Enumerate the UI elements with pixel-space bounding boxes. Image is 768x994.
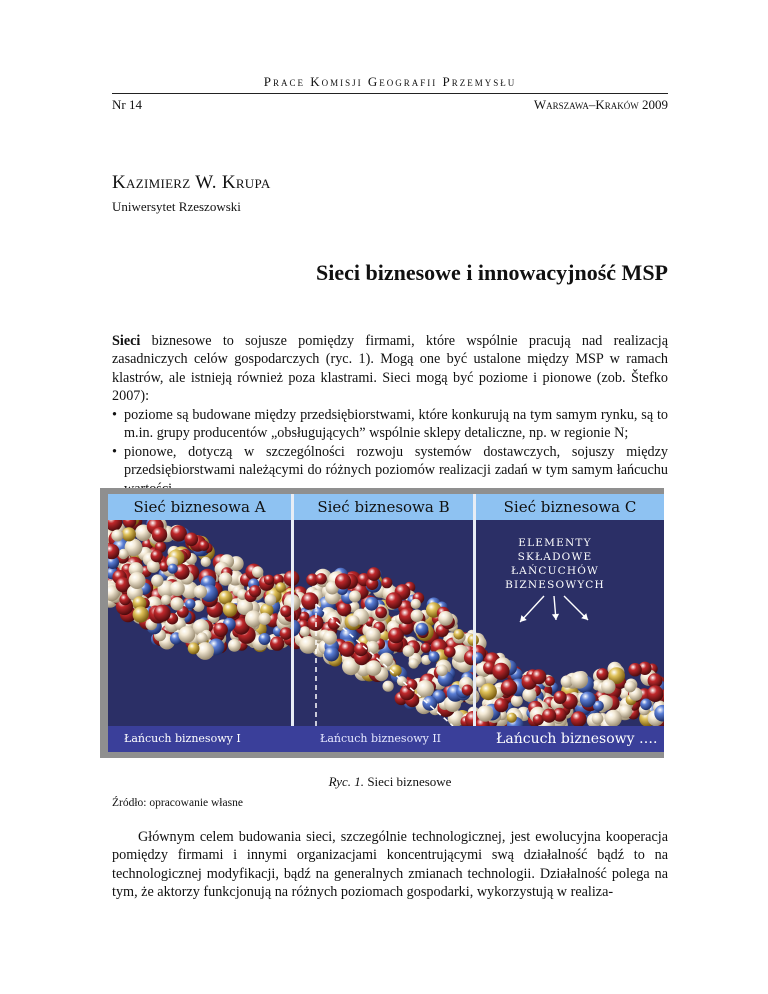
molecule-atom	[592, 713, 604, 725]
molecule-atom	[453, 629, 464, 640]
molecule-atom	[252, 566, 263, 577]
molecule-atom	[511, 695, 523, 707]
molecule-atom	[335, 573, 351, 589]
molecule-atom	[444, 646, 456, 658]
callout-arrowhead	[552, 614, 559, 620]
molecule-atom	[403, 645, 415, 657]
molecule-atom	[640, 699, 652, 711]
bullet-text: poziome są budowane między przedsiębiorstwami, które konkurują na tym samym rynku, są to m.in. grupy producentów „obsługujących” wspólnie sklepy detaliczne, np. w regionie N;	[124, 407, 668, 442]
molecule-atom	[375, 607, 387, 619]
issue-number: Nr 14	[112, 97, 142, 112]
molecule-atom	[264, 575, 274, 585]
bullet-item-vertical: • pionowe, dotyczą w szczególności rozwoju systemów dostawczych, sojuszy między przedsiębiorstwami należącymi do różnych poziomów realizacji zadań w tym samym łańcuchu	[112, 443, 668, 498]
molecule-atom	[554, 691, 567, 704]
molecule-atom	[185, 533, 199, 547]
molecule-atom	[170, 581, 185, 596]
figure-header-b: Sieć biznesowa B	[294, 494, 473, 520]
molecule-atom	[438, 611, 453, 626]
molecule-atom	[411, 609, 424, 622]
molecule-atom	[596, 668, 608, 680]
figure-header-a: Sieć biznesowa A	[108, 494, 291, 520]
figure-footer-label-2: Łańcuch biznesowy II	[320, 732, 442, 745]
figure-footer-label-1: Łańcuch biznesowy I	[124, 732, 241, 745]
callout-line: ŁAŃCUCHÓW	[510, 565, 600, 577]
molecule-atom	[171, 525, 187, 541]
molecule-atom	[340, 642, 355, 657]
article-title: Sieci biznesowe i innowacyjność MSP	[316, 260, 668, 285]
molecule-atom	[386, 592, 403, 609]
molecule-atom	[299, 636, 317, 654]
molecule-atom	[522, 688, 536, 702]
molecule-atom	[265, 594, 277, 606]
caption-label: Ryc. 1.	[328, 774, 365, 789]
molecule-atom	[507, 713, 517, 723]
molecule-illustration	[108, 494, 664, 726]
figure-callout	[496, 536, 614, 592]
molecule-atom	[197, 632, 208, 643]
figure-source: Źródło: opracowanie własne	[112, 797, 243, 809]
molecule-atom	[494, 698, 508, 712]
molecule-atom	[300, 626, 311, 637]
running-head: Prace Komisji Geografii Przemysłu	[263, 74, 517, 89]
caption-text: Sieci biznesowe	[364, 774, 452, 789]
molecule-atom	[151, 550, 163, 562]
molecule-atom	[428, 651, 439, 662]
paragraph-intro-text: biznesowe to sojusze pomiędzy firmami, które wspólnie pracują nad realizacją zasadniczych celów gospodarczych (ryc. 1). Mogą one być ustalone między MSP w ramach klastrów, ale istnieją również poza klastrami. Sieci mogą być poziome i pionowe (zob. Štefko 2007):	[112, 333, 668, 405]
figure	[100, 488, 664, 758]
molecule-atom	[477, 705, 494, 722]
molecule-atom	[118, 549, 128, 559]
molecule-atom	[422, 696, 437, 711]
lead-word: Sieci	[112, 333, 141, 349]
molecule-atom	[178, 626, 195, 643]
molecule-atom	[168, 564, 178, 574]
molecule-atom	[408, 658, 418, 668]
molecule-atom	[366, 641, 379, 654]
molecule-atom	[647, 685, 664, 702]
molecule-atom	[214, 623, 228, 637]
figure-divider-2	[473, 494, 476, 726]
molecule-atom	[531, 669, 546, 684]
molecule-atom	[388, 628, 404, 644]
molecule-atom	[492, 663, 509, 680]
molecule-atom	[337, 602, 351, 616]
callout-line: BIZNESOWYCH	[505, 579, 605, 591]
molecule-atom	[194, 585, 207, 598]
molecule-atom	[316, 573, 327, 584]
molecule-atom	[411, 599, 421, 609]
molecule-atom	[151, 574, 163, 586]
molecule-atom	[259, 633, 271, 645]
molecule-atom	[366, 660, 382, 676]
molecule-atom	[228, 639, 241, 652]
place-year: Warszawa–Kraków 2009	[533, 97, 668, 112]
molecule-atom	[199, 540, 210, 551]
author-name: Kazimierz W. Krupa	[112, 172, 271, 193]
molecule-atom	[323, 631, 337, 645]
molecule-atom	[154, 605, 171, 622]
molecule-atom	[249, 585, 261, 597]
molecule-atom	[219, 591, 233, 605]
molecule-atom	[185, 599, 195, 609]
molecule-atom	[462, 685, 473, 696]
molecule-atom	[601, 679, 615, 693]
molecule-atom	[349, 590, 361, 602]
bullet-item-horizontal: • poziome są budowane między przedsiębiorstwami, które konkurują na tym samym rynku, są to m.in. grupy producentów „obsługujących” wspólnie sklepy detaliczne, np. w regionie N;	[112, 407, 668, 442]
molecule-atom	[628, 663, 641, 676]
molecule-atom	[219, 572, 232, 585]
molecule-atom	[129, 572, 146, 589]
molecule-atom	[258, 613, 270, 625]
molecule-atom	[501, 679, 518, 696]
molecule-atom	[379, 653, 393, 667]
molecule-atom	[436, 665, 448, 677]
molecule-atom	[152, 527, 167, 542]
molecule-atom	[480, 683, 497, 700]
author-affiliation: Uniwersytet Rzeszowski	[112, 199, 241, 214]
figure-caption	[112, 774, 668, 790]
molecule-atom	[201, 557, 211, 567]
callout-line: ELEMENTY	[518, 537, 592, 549]
molecule-atom	[571, 671, 588, 688]
figure-footer	[108, 726, 664, 752]
molecule-atom	[381, 577, 392, 588]
figure-footer-label-3: Łańcuch biznesowy ….	[496, 731, 658, 747]
paragraph-main: Głównym celem budowania sieci, szczególnie technologicznej, jest ewolucyjna kooperacja pomiędzy firmami i innymi organizacjami koncentrującymi swą działalność bądź to na technologicznej modyfikacji, bądź na generalnych zmianach technologii. Działalność polega na tym, że aktorzy funkcjonują na różnych poziomach gospodarki, wykorzystują w realiza-	[112, 829, 668, 901]
molecule-atom	[416, 623, 429, 636]
molecule-atom	[580, 692, 596, 708]
molecule-atom	[276, 582, 286, 592]
molecule-atom	[545, 676, 555, 686]
paragraph-intro	[112, 332, 668, 406]
molecule-atom	[421, 643, 431, 653]
molecule-atom	[133, 606, 149, 622]
molecule-atom	[170, 597, 183, 610]
molecule-atom	[324, 647, 339, 662]
molecule-atom	[366, 628, 381, 643]
bullet-text: pionowe, dotyczą w szczególności rozwoju systemów dostawczych, sojuszy między przedsiębiorstwami należącymi do różnych poziomów realizacji zadań w tym samym łańcuchu	[124, 443, 668, 479]
molecule-atom	[161, 595, 171, 605]
bullet-list	[112, 406, 668, 498]
molecule-atom	[624, 681, 636, 693]
molecule-atom	[365, 597, 379, 611]
figure-image	[108, 494, 664, 726]
molecule-atom	[348, 615, 359, 626]
molecule-atom	[111, 530, 123, 542]
figure-divider-1	[291, 494, 294, 726]
figure-header-c: Sieć biznesowa C	[476, 494, 664, 520]
molecule-atom	[542, 709, 556, 723]
callout-line: SKŁADOWE	[517, 551, 593, 563]
molecule-atom	[605, 710, 622, 726]
header-rule	[112, 93, 668, 94]
molecule-atom	[270, 636, 284, 650]
molecule-atom	[223, 602, 237, 616]
molecule-atom	[367, 567, 381, 581]
molecule-atom	[122, 527, 136, 541]
molecule-atom	[383, 681, 394, 692]
molecule-atom	[188, 643, 200, 655]
